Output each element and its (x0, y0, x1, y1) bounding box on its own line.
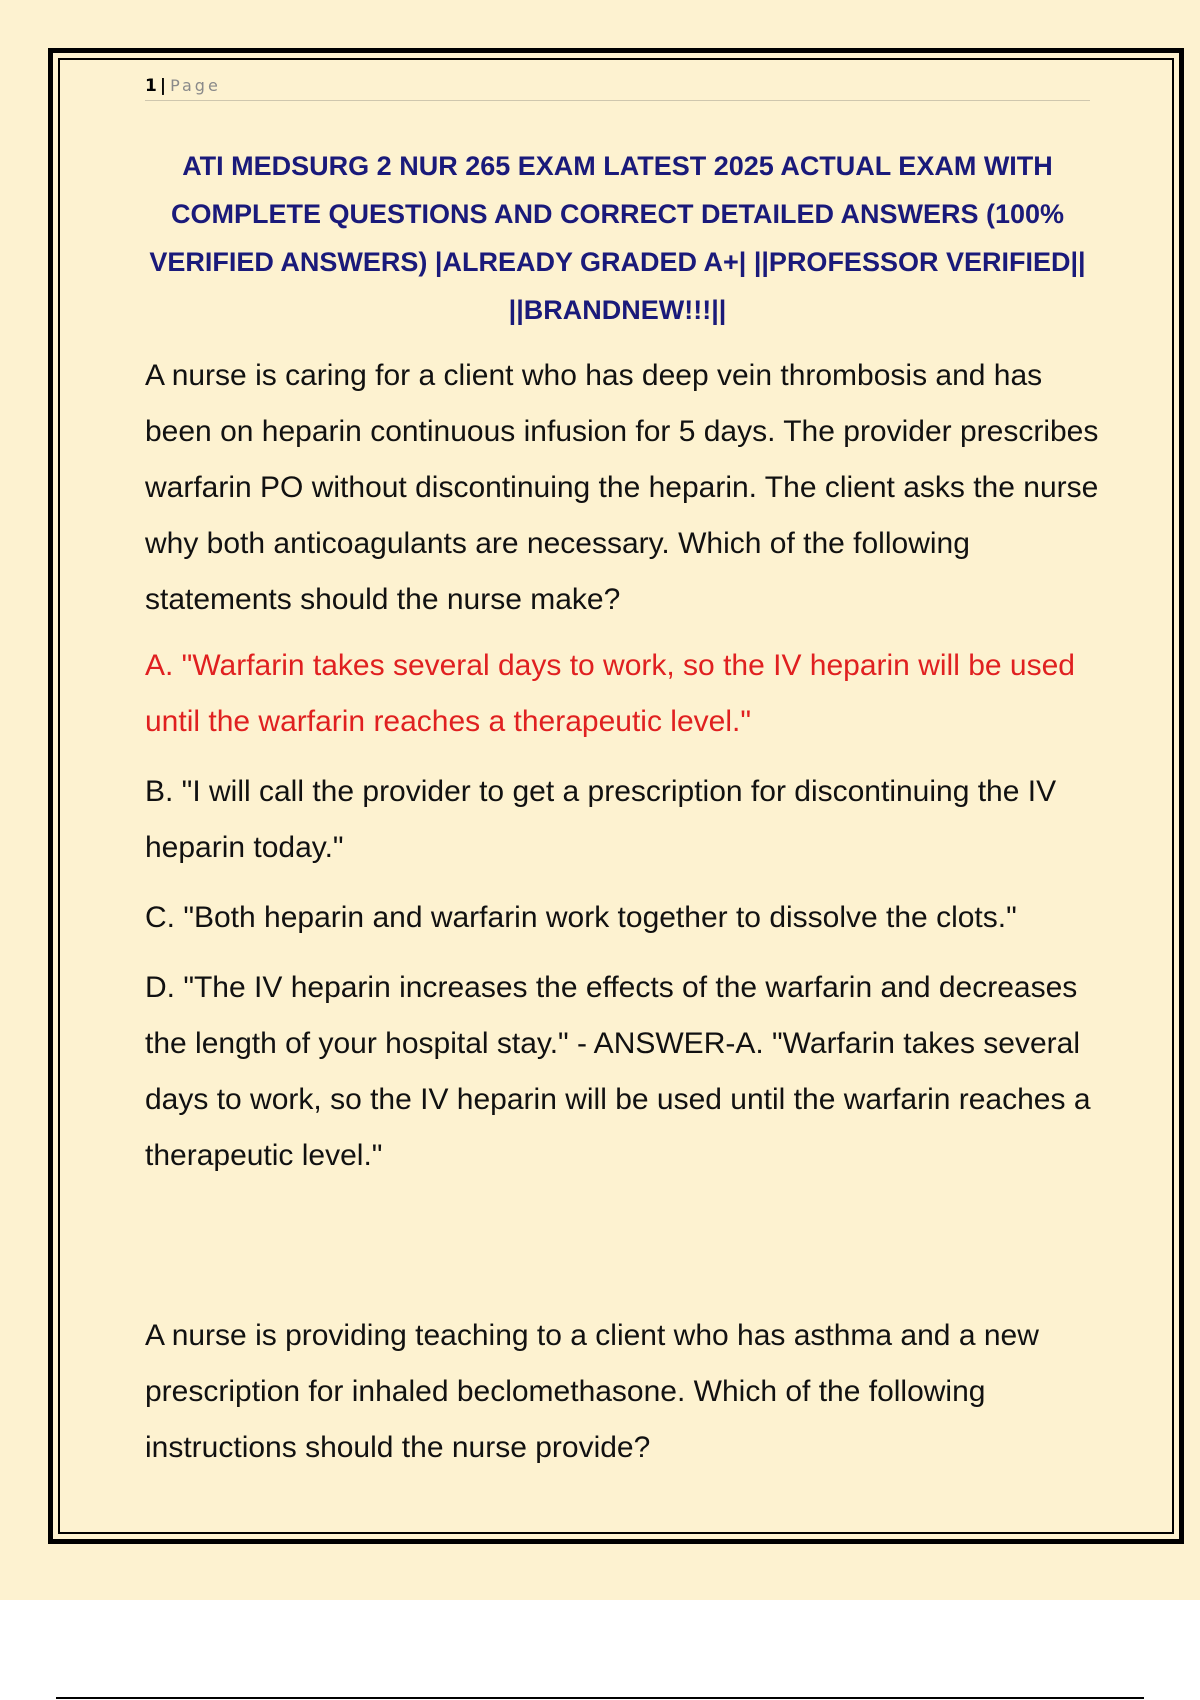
question-2-stem: A nurse is providing teaching to a client who has asthma and a new prescription for inhaled beclomethasone. Which of the following instructions should the nurse provide? (145, 1319, 1039, 1464)
question-1-stem: A nurse is caring for a client who has deep vein thrombosis and has been on heparin continuous infusion for 5 days. The provider prescribes warfarin PO without discontinuing the heparin. The client asks the nurse why both anticoagulants are necessary. Which of the following statements should the nurse make? (145, 359, 1099, 616)
document-title: ATI MEDSURG 2 NUR 265 EXAM LATEST 2025 ACTUAL EXAM WITH COMPLETE QUESTIONS AND CORRECT DETAILED ANSWERS (100% VERIFIED ANSWERS) |ALREADY GRADED A+| ||PROFESSOR VERIFIED|| ||BRANDNEW!!!|| (149, 151, 1086, 325)
document-body (145, 348, 1100, 1486)
page-separator: | (159, 76, 167, 96)
question-spacer (145, 1198, 1100, 1308)
question-1-option-b: B. "I will call the provider to get a prescription for discontinuing the IV heparin today." (145, 775, 1057, 864)
question-1-option-a: A. "Warfarin takes several days to work, so the IV heparin will be used until the warfarin reaches a therapeutic level." (145, 649, 1075, 738)
page-number: 1 (145, 76, 157, 96)
footer-divider (56, 1697, 1144, 1699)
question-1-option-c: C. "Both heparin and warfarin work together to dissolve the clots." (145, 901, 1017, 934)
page-header (145, 74, 1090, 101)
question-1-option-d: D. "The IV heparin increases the effects of the warfarin and decreases the length of your hospital stay." - ANSWER-A. "Warfarin takes several days to work, so the IV heparin will be used until the warfarin reaches a therapeutic level." (145, 971, 1091, 1172)
page-label: Page (170, 76, 221, 95)
